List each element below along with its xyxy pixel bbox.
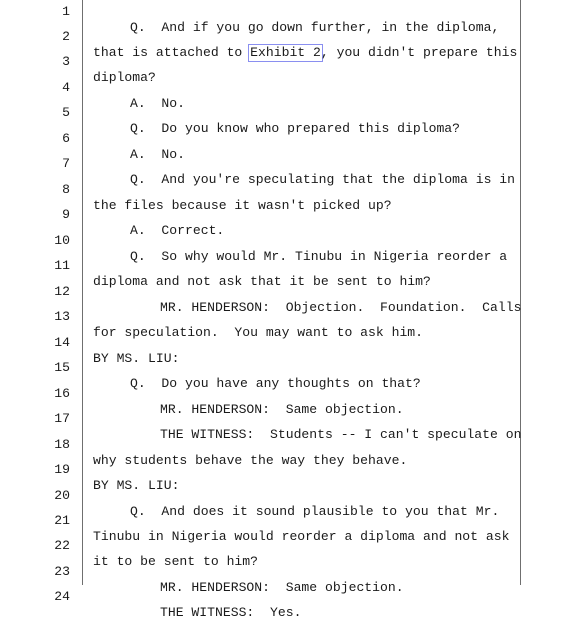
line-text: THE WITNESS: Yes. — [160, 605, 302, 620]
line-text: A. No. — [130, 96, 186, 111]
exhibit-2-link[interactable]: Exhibit 2 — [250, 45, 321, 60]
line-number: 8 — [62, 182, 70, 197]
line-text: Q. Do you have any thoughts on that? — [130, 376, 421, 391]
line-number: 22 — [54, 538, 70, 553]
line-number: 3 — [62, 54, 70, 69]
line-number: 5 — [62, 105, 70, 120]
transcript-line — [0, 166, 585, 213]
line-number: 4 — [62, 80, 70, 95]
line-number: 18 — [54, 437, 70, 452]
transcript-line — [0, 64, 585, 111]
line-text: THE WITNESS: Students -- I can't speculate on — [160, 427, 522, 442]
line-number: 9 — [62, 207, 70, 222]
transcript-line — [0, 548, 585, 595]
transcript-line — [0, 268, 585, 315]
line-text: Q. And does it sound plausible to you that Mr. — [130, 504, 500, 519]
line-number: 12 — [54, 284, 70, 299]
line-text: for speculation. You may want to ask him. — [93, 325, 424, 340]
line-text: why students behave the way they behave. — [93, 453, 408, 468]
transcript-line — [0, 344, 585, 391]
transcript-line — [0, 89, 585, 136]
line-number: 6 — [62, 131, 70, 146]
line-number: 23 — [54, 564, 70, 579]
line-text: Q. So why would Mr. Tinubu in Nigeria reorder a — [130, 249, 508, 264]
line-number: 13 — [54, 309, 70, 324]
transcript-line — [0, 421, 585, 468]
transcript-line — [0, 0, 585, 35]
line-number: 24 — [54, 589, 70, 604]
transcript-line — [0, 446, 585, 493]
line-text: MR. HENDERSON: Same objection. — [160, 402, 404, 417]
line-number: 1 — [62, 4, 70, 19]
transcript-line — [0, 191, 585, 238]
line-text: Q. And you're speculating that the diploma is in — [130, 172, 516, 187]
line-number: 16 — [54, 386, 70, 401]
line-number: 14 — [54, 335, 70, 350]
transcript-line — [0, 217, 585, 264]
line-text: diploma and not ask that it be sent to him? — [93, 274, 431, 289]
line-text: BY MS. LIU: — [93, 351, 180, 366]
line-text: Tinubu in Nigeria would reorder a diploma and not ask — [93, 529, 510, 544]
transcript-line — [0, 497, 585, 544]
line-number: 19 — [54, 462, 70, 477]
transcript-line — [0, 370, 585, 417]
line-number: 11 — [54, 258, 70, 273]
transcript-line — [0, 13, 585, 60]
line-text-pre: that is attached to — [93, 45, 251, 60]
transcript-line — [0, 140, 585, 187]
line-number: 20 — [54, 488, 70, 503]
line-text: MR. HENDERSON: Objection. Foundation. Calls — [160, 300, 522, 315]
line-number: 15 — [54, 360, 70, 375]
transcript-line — [0, 242, 585, 289]
line-text: A. No. — [130, 147, 186, 162]
line-text-post: , you didn't prepare this — [320, 45, 518, 60]
transcript-line — [0, 573, 585, 620]
transcript-line — [0, 522, 585, 569]
line-text: BY MS. LIU: — [93, 478, 180, 493]
transcript-line — [0, 319, 585, 366]
transcript-line — [0, 293, 585, 340]
line-number: 7 — [62, 156, 70, 171]
line-text: diploma? — [93, 70, 156, 85]
transcript-line — [0, 395, 585, 442]
transcript-line — [0, 472, 585, 519]
line-text: Q. And if you go down further, in the diploma, — [130, 20, 500, 35]
line-text: Q. Do you know who prepared this diploma? — [130, 121, 461, 136]
line-number: 2 — [62, 29, 70, 44]
line-number: 17 — [54, 411, 70, 426]
line-text: MR. HENDERSON: Same objection. — [160, 580, 404, 595]
line-text: A. Correct. — [130, 223, 225, 238]
transcript-line — [0, 38, 585, 85]
line-text: the files because it wasn't picked up? — [93, 198, 392, 213]
line-number: 10 — [54, 233, 70, 248]
line-number: 21 — [54, 513, 70, 528]
line-text: it to be sent to him? — [93, 554, 259, 569]
transcript-line — [0, 115, 585, 162]
